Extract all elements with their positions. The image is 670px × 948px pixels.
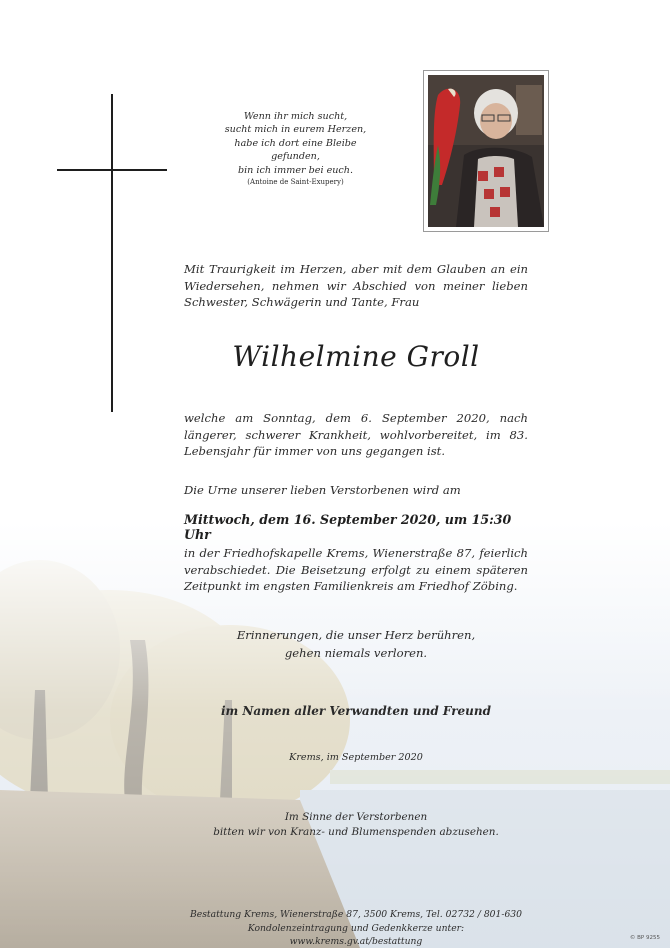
- poem-line: gefunden,: [271, 151, 320, 163]
- flower-wish: [184, 810, 528, 840]
- portrait-photo: [423, 70, 549, 232]
- poem-line: Wenn ihr mich sucht,: [243, 111, 348, 122]
- portrait-image: [428, 75, 544, 227]
- memorial-poem: [208, 110, 383, 188]
- wish-line: Im Sinne der Verstorbenen: [284, 811, 428, 823]
- poem-line: bin ich immer bei euch.: [237, 164, 354, 176]
- poem-line: sucht mich in eurem Herzen,: [224, 124, 367, 136]
- memory-line: Erinnerungen, die unser Herz berühren,: [236, 628, 476, 642]
- urn-announcement: Die Urne unserer lieben Verstorbenen wird am: [184, 483, 461, 497]
- print-code: © BP 9255: [629, 935, 660, 941]
- funeral-date: Mittwoch, dem 16. September 2020, um 15:30 Uhr: [184, 512, 512, 542]
- deceased-name: Wilhelmine Groll: [232, 340, 480, 373]
- funeral-place-paragraph: in der Friedhofskapelle Krems, Wienerstraße 87, feierlich verabschiedet. Die Beisetzung erfolgt zu einem späteren Zeitpunkt im engsten Familienkreis am Friedhof Zöbing.: [184, 546, 528, 594]
- poem-author: (Antoine de Saint-Exupery): [247, 178, 344, 187]
- cross-horizontal-bar: [57, 169, 167, 171]
- poem-line: habe ich dort eine Bleibe: [234, 137, 357, 149]
- funeral-home-footer: [184, 908, 528, 948]
- memory-line: gehen niemals verloren.: [284, 646, 428, 660]
- place-and-date: Krems, im September 2020: [289, 752, 423, 763]
- cross-vertical-bar: [111, 94, 113, 412]
- intro-paragraph: Mit Traurigkeit im Herzen, aber mit dem Glauben an ein Wiedersehen, nehmen wir Abschied von meiner lieben Schwester, Schwägerin und Tante, Frau: [184, 262, 528, 310]
- footer-address: Bestattung Krems, Wienerstraße 87, 3500 Krems, Tel. 02732 / 801-630: [190, 909, 522, 920]
- family-signature: im Namen aller Verwandten und Freund: [220, 704, 492, 718]
- memory-quote: [184, 626, 528, 662]
- footer-condolence-link[interactable]: Kondolenzeintragung und Gedenkkerze unter: www.krems.gv.at/bestattung: [247, 922, 465, 947]
- death-notice-paragraph: welche am Sonntag, dem 6. September 2020, nach längerer, schwerer Krankheit, wohlvorbereitet, im 83. Lebensjahr für immer von uns gegangen ist.: [184, 411, 528, 459]
- wish-line: bitten wir von Kranz- und Blumenspenden abzusehen.: [213, 826, 499, 838]
